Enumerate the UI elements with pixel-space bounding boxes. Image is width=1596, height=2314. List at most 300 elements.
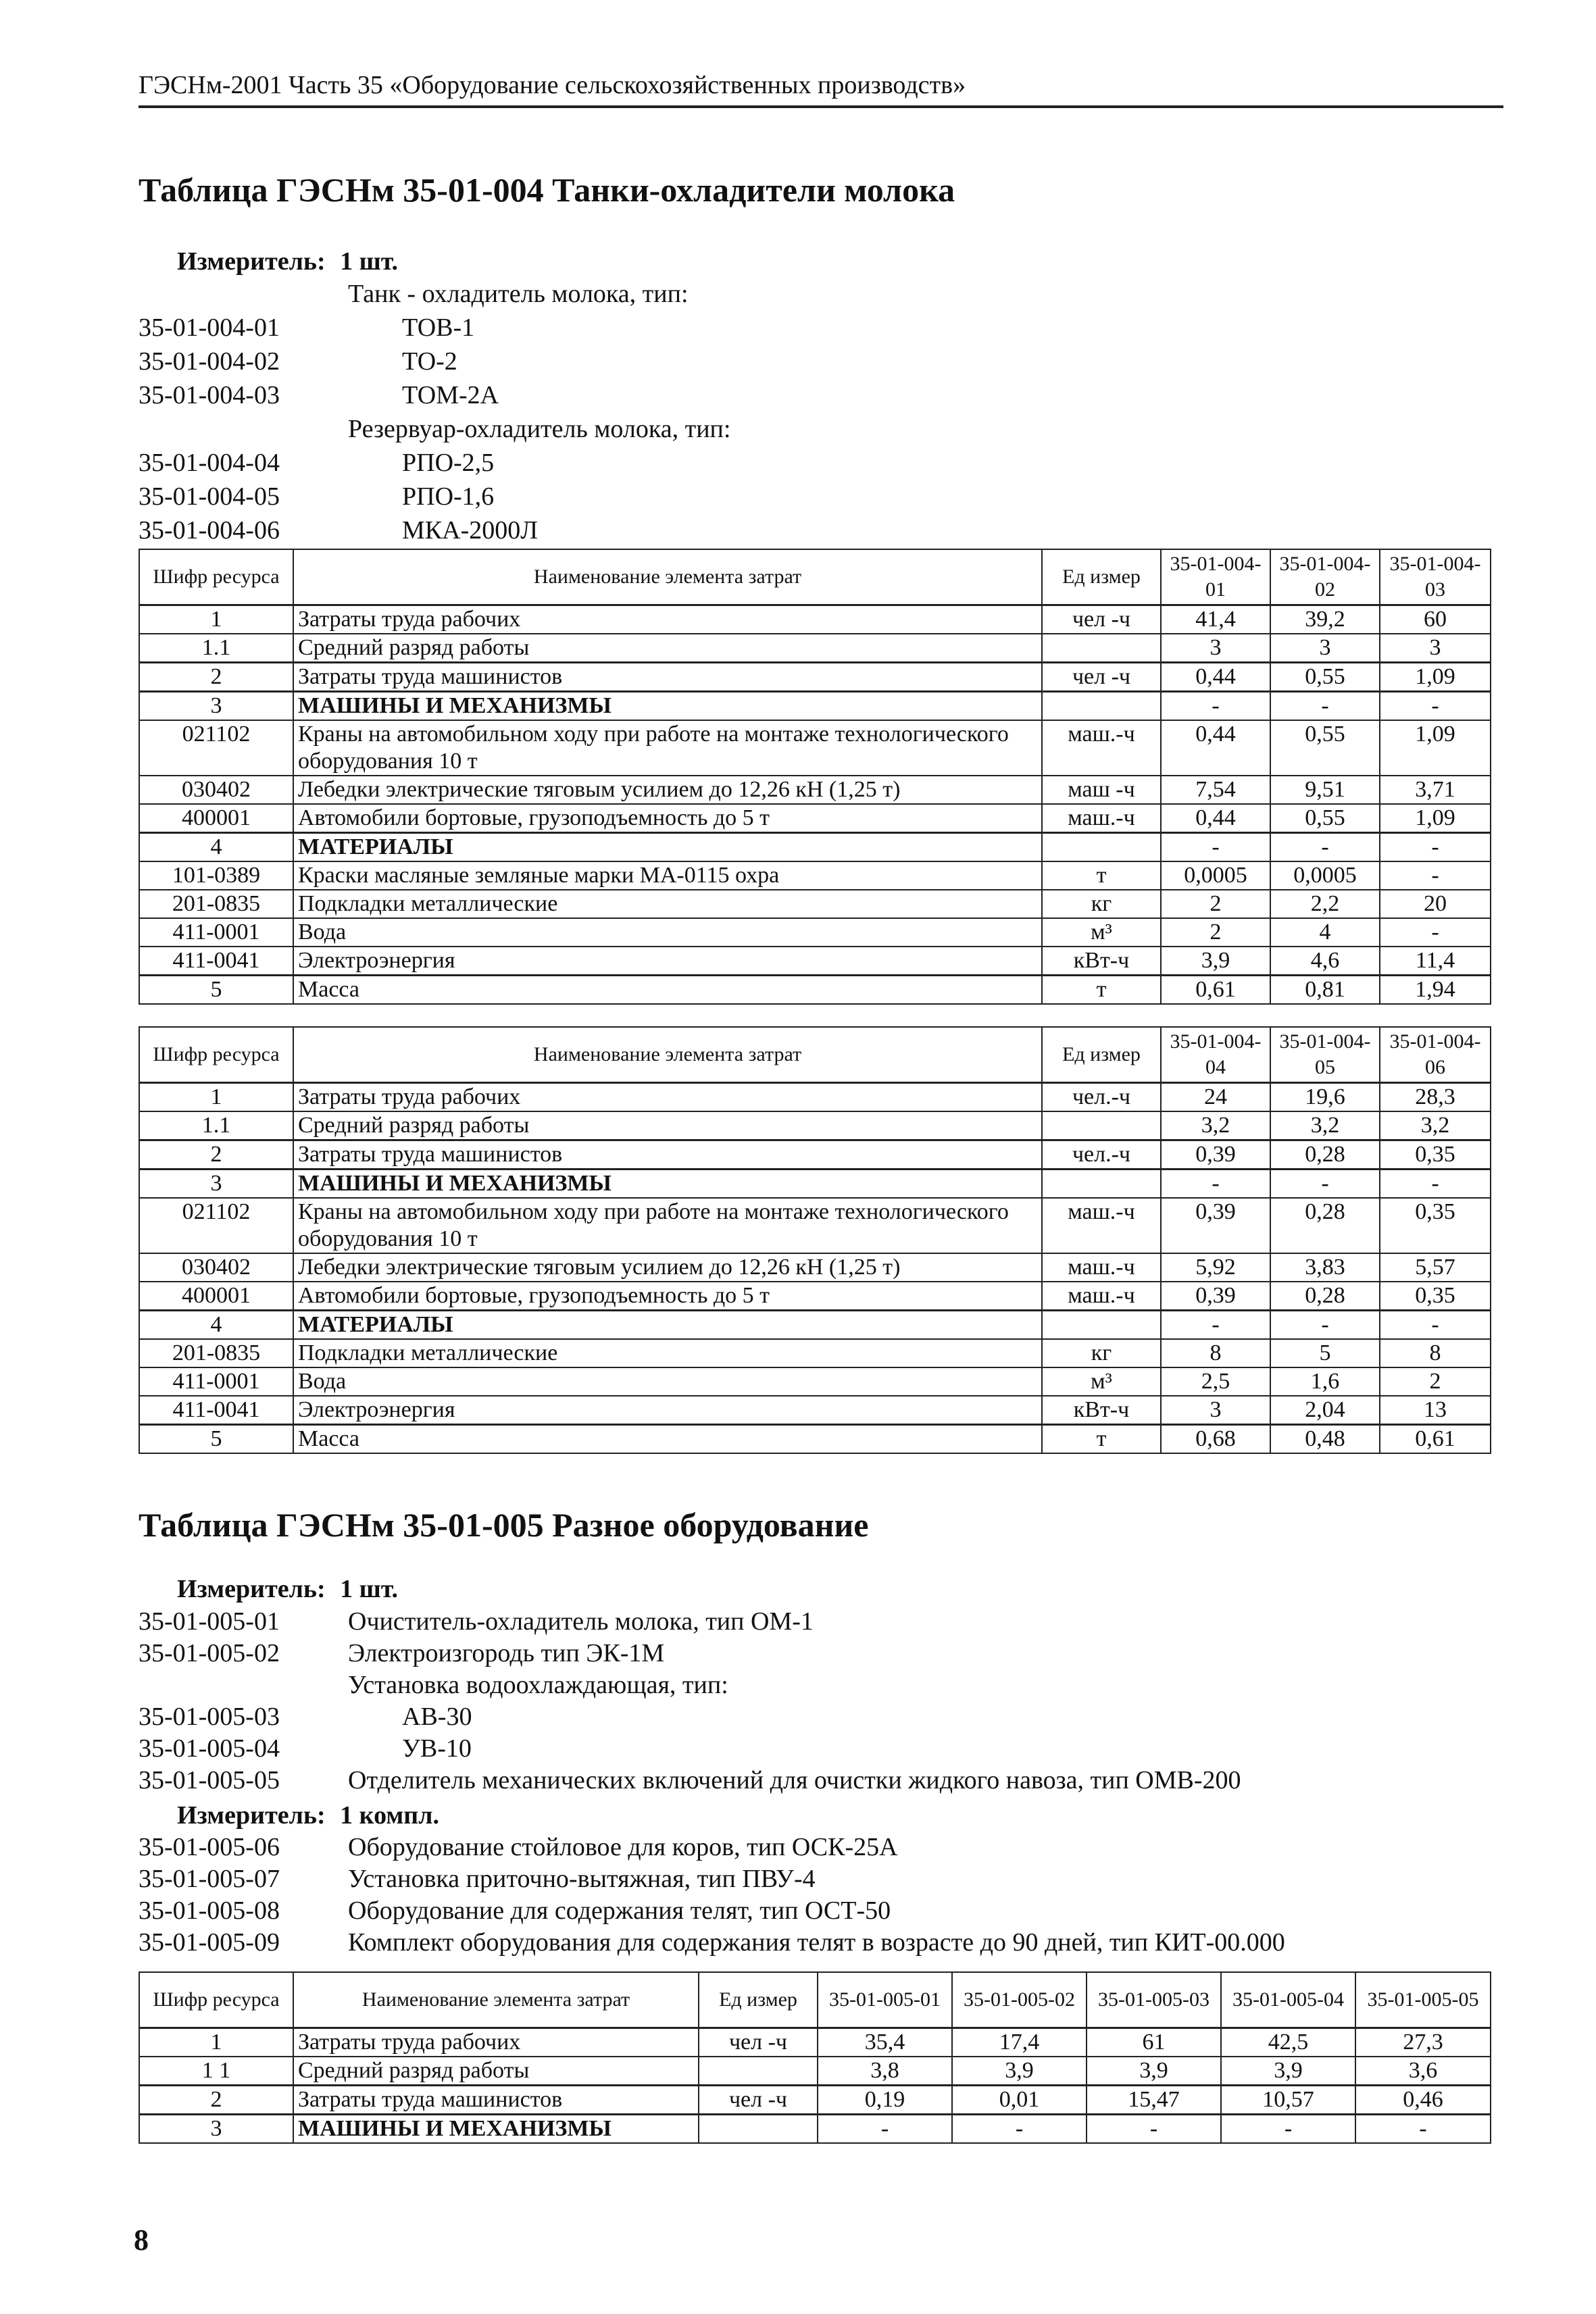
value-cell: 2 bbox=[1380, 1367, 1491, 1396]
item-line bbox=[139, 1702, 1490, 1734]
unit-label: Измеритель: bbox=[177, 1801, 326, 1830]
resource-code-cell: 2 bbox=[139, 2086, 293, 2115]
value-cell: 10,57 bbox=[1221, 2086, 1355, 2115]
value-cell: 0,28 bbox=[1270, 1282, 1380, 1311]
item-description: МКА-2000Л bbox=[402, 516, 539, 545]
cost-element-cell: Затраты труда рабочих bbox=[293, 2028, 699, 2057]
value-cell: 3,9 bbox=[1161, 947, 1270, 976]
value-cell: 39,2 bbox=[1270, 605, 1380, 634]
value-cell: 3,2 bbox=[1270, 1111, 1380, 1140]
item-line bbox=[139, 380, 1152, 414]
item-line bbox=[139, 347, 1152, 380]
table-row bbox=[139, 1282, 1491, 1311]
resource-code-cell: 2 bbox=[139, 1140, 293, 1169]
resource-code-cell: 411-0041 bbox=[139, 1396, 293, 1425]
value-cell: 0,39 bbox=[1161, 1198, 1270, 1253]
value-cell: 8 bbox=[1380, 1339, 1491, 1367]
item-line bbox=[139, 482, 1152, 515]
unit-cell: чел.-ч bbox=[1042, 1083, 1161, 1112]
item-code: 35-01-004-06 bbox=[139, 516, 280, 545]
resource-code-cell: 5 bbox=[139, 1425, 293, 1454]
item-line bbox=[139, 1765, 1490, 1797]
cost-element-cell: Автомобили бортовые, грузоподъемность до 5 т bbox=[293, 1282, 1042, 1311]
table-row bbox=[139, 1111, 1491, 1140]
value-cell: 0,0005 bbox=[1161, 861, 1270, 890]
resource-code-cell: 021102 bbox=[139, 1198, 293, 1253]
table-row bbox=[139, 634, 1491, 663]
unit-cell: маш.-ч bbox=[1042, 1282, 1161, 1311]
unit-cell: маш -ч bbox=[1042, 776, 1161, 804]
resource-code-cell: 3 bbox=[139, 692, 293, 721]
value-cell: 0,35 bbox=[1380, 1282, 1491, 1311]
value-cell: - bbox=[1161, 833, 1270, 862]
value-cell: - bbox=[1270, 692, 1380, 721]
header-rule bbox=[139, 105, 1503, 108]
value-cell: 0,55 bbox=[1270, 720, 1380, 776]
resource-code-cell: 1 bbox=[139, 2028, 293, 2057]
column-header: 35-01-004-02 bbox=[1270, 549, 1380, 605]
value-cell: 41,4 bbox=[1161, 605, 1270, 634]
running-header: ГЭСНм-2001 Часть 35 «Оборудование сельскохозяйственных производств» bbox=[139, 71, 966, 99]
value-cell: 2 bbox=[1161, 890, 1270, 918]
value-cell: - bbox=[1270, 833, 1380, 862]
value-cell: - bbox=[952, 2115, 1087, 2144]
table-row bbox=[139, 1425, 1491, 1454]
resource-code-cell: 030402 bbox=[139, 1253, 293, 1282]
item-code: 35-01-005-04 bbox=[139, 1734, 280, 1763]
cost-element-cell: МАШИНЫ И МЕХАНИЗМЫ bbox=[293, 692, 1042, 721]
unit-label: Измеритель: bbox=[177, 247, 326, 276]
value-cell: 0,48 bbox=[1270, 1425, 1380, 1454]
column-header: 35-01-004-05 bbox=[1270, 1027, 1380, 1083]
value-cell: - bbox=[1380, 833, 1491, 862]
value-cell: 9,51 bbox=[1270, 776, 1380, 804]
value-cell: - bbox=[1270, 1169, 1380, 1199]
unit-cell: чел -ч bbox=[1042, 663, 1161, 692]
cost-element-cell: Средний разряд работы bbox=[293, 2057, 699, 2086]
item-description: ТО-2 bbox=[402, 347, 457, 376]
value-cell: 1,94 bbox=[1380, 976, 1491, 1005]
value-cell: 3,71 bbox=[1380, 776, 1491, 804]
resource-code-cell: 4 bbox=[139, 833, 293, 862]
value-cell: 4,6 bbox=[1270, 947, 1380, 976]
unit-value: 1 компл. bbox=[340, 1801, 439, 1830]
resource-code-cell: 411-0001 bbox=[139, 1367, 293, 1396]
value-cell: 0,28 bbox=[1270, 1198, 1380, 1253]
cost-element-cell: Затраты труда машинистов bbox=[293, 1140, 1042, 1169]
table-header-row bbox=[139, 549, 1491, 605]
value-cell: 3,2 bbox=[1380, 1111, 1491, 1140]
unit-value: 1 шт. bbox=[340, 247, 399, 276]
unit-cell bbox=[699, 2115, 818, 2144]
item-code: 35-01-005-06 bbox=[139, 1833, 280, 1861]
item-code: 35-01-005-09 bbox=[139, 1928, 280, 1957]
item-description: АВ-30 bbox=[402, 1703, 472, 1731]
item-description: Резервуар-охладитель молока, тип: bbox=[348, 415, 731, 443]
value-cell: 60 bbox=[1380, 605, 1491, 634]
table-row bbox=[139, 1339, 1491, 1367]
unit-cell bbox=[1042, 634, 1161, 663]
table-row bbox=[139, 776, 1491, 804]
unit-label: Измеритель: bbox=[177, 1575, 326, 1603]
item-description: Очиститель-охладитель молока, тип ОМ-1 bbox=[348, 1607, 814, 1636]
value-cell: 15,47 bbox=[1087, 2086, 1221, 2115]
value-cell: 28,3 bbox=[1380, 1083, 1491, 1112]
value-cell: 3 bbox=[1270, 634, 1380, 663]
item-description: ТОМ-2А bbox=[402, 381, 499, 409]
value-cell: 0,68 bbox=[1161, 1425, 1270, 1454]
value-cell: - bbox=[1380, 1311, 1491, 1340]
value-cell: 35,4 bbox=[818, 2028, 952, 2057]
value-cell: 17,4 bbox=[952, 2028, 1087, 2057]
resource-code-cell: 411-0001 bbox=[139, 918, 293, 947]
cost-element-cell: Средний разряд работы bbox=[293, 634, 1042, 663]
resource-code-cell: 1 bbox=[139, 605, 293, 634]
value-cell: - bbox=[1161, 1311, 1270, 1340]
value-cell: 1,6 bbox=[1270, 1367, 1380, 1396]
unit-cell: м³ bbox=[1042, 1367, 1161, 1396]
item-code: 35-01-005-03 bbox=[139, 1703, 280, 1731]
value-cell: - bbox=[1380, 1169, 1491, 1199]
table-row bbox=[139, 890, 1491, 918]
value-cell: 3 bbox=[1161, 1396, 1270, 1425]
unit-cell: т bbox=[1042, 861, 1161, 890]
value-cell: 0,61 bbox=[1161, 976, 1270, 1005]
resource-code-cell: 201-0835 bbox=[139, 890, 293, 918]
cost-element-cell: Лебедки электрические тяговым усилием до 12,26 кН (1,25 т) bbox=[293, 776, 1042, 804]
item-code: 35-01-004-03 bbox=[139, 381, 280, 409]
resource-code-cell: 1.1 bbox=[139, 1111, 293, 1140]
value-cell: 8 bbox=[1161, 1339, 1270, 1367]
value-cell: 0,81 bbox=[1270, 976, 1380, 1005]
table-row bbox=[139, 2057, 1491, 2086]
cost-element-cell: Краны на автомобильном ходу при работе на монтаже технологического оборудования 10 т bbox=[293, 720, 1042, 776]
value-cell: 3,83 bbox=[1270, 1253, 1380, 1282]
resource-code-cell: 030402 bbox=[139, 776, 293, 804]
unit-cell: чел -ч bbox=[699, 2028, 818, 2057]
unit-cell bbox=[1042, 1169, 1161, 1199]
item-code: 35-01-004-02 bbox=[139, 347, 280, 376]
column-header: Наименование элемента затрат bbox=[293, 1027, 1042, 1083]
cost-element-cell: МАШИНЫ И МЕХАНИЗМЫ bbox=[293, 2115, 699, 2144]
value-cell: 24 bbox=[1161, 1083, 1270, 1112]
cost-element-cell: Автомобили бортовые, грузоподъемность до 5 т bbox=[293, 804, 1042, 833]
value-cell: 0,19 bbox=[818, 2086, 952, 2115]
value-cell: 3,9 bbox=[1221, 2057, 1355, 2086]
value-cell: - bbox=[818, 2115, 952, 2144]
value-cell: 20 bbox=[1380, 890, 1491, 918]
cost-element-cell: Подкладки металлические bbox=[293, 1339, 1042, 1367]
resource-table-005 bbox=[139, 1971, 1491, 2144]
item-description: ТОВ-1 bbox=[402, 313, 475, 342]
value-cell: 0,39 bbox=[1161, 1140, 1270, 1169]
cost-element-cell: Краски масляные земляные марки МА-0115 охра bbox=[293, 861, 1042, 890]
item-description: Установка водоохлаждающая, тип: bbox=[348, 1671, 728, 1699]
cost-element-cell: Масса bbox=[293, 976, 1042, 1005]
column-header: Шифр ресурса bbox=[139, 549, 293, 605]
unit-cell: м³ bbox=[1042, 918, 1161, 947]
unit-cell bbox=[1042, 1111, 1161, 1140]
value-cell: 2,04 bbox=[1270, 1396, 1380, 1425]
table-row bbox=[139, 720, 1491, 776]
unit-cell: маш.-ч bbox=[1042, 720, 1161, 776]
table-005-unit-1 bbox=[177, 1574, 398, 1604]
item-code: 35-01-005-01 bbox=[139, 1607, 280, 1636]
value-cell: 0,55 bbox=[1270, 663, 1380, 692]
item-line bbox=[139, 1607, 1490, 1638]
value-cell: 3,2 bbox=[1161, 1111, 1270, 1140]
unit-cell bbox=[699, 2057, 818, 2086]
value-cell: 5,57 bbox=[1380, 1253, 1491, 1282]
resource-code-cell: 4 bbox=[139, 1311, 293, 1340]
cost-element-cell: Затраты труда рабочих bbox=[293, 1083, 1042, 1112]
table-row bbox=[139, 2028, 1491, 2057]
column-header: 35-01-005-03 bbox=[1087, 1972, 1221, 2028]
cost-element-cell: Средний разряд работы bbox=[293, 1111, 1042, 1140]
column-header: Ед измер bbox=[1042, 1027, 1161, 1083]
resource-code-cell: 201-0835 bbox=[139, 1339, 293, 1367]
table-row bbox=[139, 947, 1491, 976]
value-cell: 2,2 bbox=[1270, 890, 1380, 918]
cost-element-cell: Электроэнергия bbox=[293, 1396, 1042, 1425]
table-header-row bbox=[139, 1027, 1491, 1083]
unit-cell: маш.-ч bbox=[1042, 1198, 1161, 1253]
column-header: Шифр ресурса bbox=[139, 1972, 293, 2028]
item-description: РПО-1,6 bbox=[402, 482, 495, 511]
value-cell: 0,35 bbox=[1380, 1140, 1491, 1169]
resource-code-cell: 1 1 bbox=[139, 2057, 293, 2086]
resource-code-cell: 400001 bbox=[139, 1282, 293, 1311]
unit-cell bbox=[1042, 692, 1161, 721]
table-row bbox=[139, 1396, 1491, 1425]
item-description: УВ-10 bbox=[402, 1734, 472, 1763]
column-header: Наименование элемента затрат bbox=[293, 549, 1042, 605]
unit-cell: чел -ч bbox=[699, 2086, 818, 2115]
unit-cell: маш.-ч bbox=[1042, 1253, 1161, 1282]
value-cell: - bbox=[1087, 2115, 1221, 2144]
value-cell: - bbox=[1270, 1311, 1380, 1340]
cost-element-cell: Вода bbox=[293, 918, 1042, 947]
value-cell: 4 bbox=[1270, 918, 1380, 947]
table-row bbox=[139, 663, 1491, 692]
value-cell: 0,44 bbox=[1161, 720, 1270, 776]
value-cell: 0,28 bbox=[1270, 1140, 1380, 1169]
table-header-row bbox=[139, 1972, 1491, 2028]
item-line bbox=[139, 448, 1152, 482]
cost-element-cell: МАТЕРИАЛЫ bbox=[293, 833, 1042, 862]
unit-cell: чел.-ч bbox=[1042, 1140, 1161, 1169]
value-cell: 27,3 bbox=[1355, 2028, 1491, 2057]
value-cell: 2 bbox=[1161, 918, 1270, 947]
table-row bbox=[139, 1367, 1491, 1396]
item-line bbox=[139, 313, 1152, 347]
resource-table-004-b bbox=[139, 1026, 1491, 1454]
resource-code-cell: 021102 bbox=[139, 720, 293, 776]
item-description: Установка приточно-вытяжная, тип ПВУ-4 bbox=[348, 1865, 816, 1893]
cost-element-cell: Затраты труда машинистов bbox=[293, 663, 1042, 692]
item-description: Электроизгородь тип ЭК-1М bbox=[348, 1639, 665, 1667]
column-header: 35-01-005-01 bbox=[818, 1972, 952, 2028]
item-code: 35-01-004-04 bbox=[139, 449, 280, 477]
column-header: 35-01-005-05 bbox=[1355, 1972, 1491, 2028]
value-cell: 1,09 bbox=[1380, 663, 1491, 692]
unit-cell: кг bbox=[1042, 890, 1161, 918]
table-row bbox=[139, 976, 1491, 1005]
resource-code-cell: 101-0389 bbox=[139, 861, 293, 890]
value-cell: 42,5 bbox=[1221, 2028, 1355, 2057]
value-cell: - bbox=[1161, 1169, 1270, 1199]
column-header: 35-01-004-04 bbox=[1161, 1027, 1270, 1083]
table-004-title: Таблица ГЭСНм 35-01-004 Танки-охладители молока bbox=[139, 171, 955, 209]
value-cell: - bbox=[1221, 2115, 1355, 2144]
item-code: 35-01-005-07 bbox=[139, 1865, 280, 1893]
value-cell: 3,9 bbox=[952, 2057, 1087, 2086]
table-row bbox=[139, 804, 1491, 833]
value-cell: 3,8 bbox=[818, 2057, 952, 2086]
item-line bbox=[139, 279, 1152, 313]
column-header: Шифр ресурса bbox=[139, 1027, 293, 1083]
value-cell: 0,46 bbox=[1355, 2086, 1491, 2115]
item-line bbox=[139, 1638, 1490, 1670]
resource-code-cell: 1 bbox=[139, 1083, 293, 1112]
value-cell: 13 bbox=[1380, 1396, 1491, 1425]
value-cell: 5 bbox=[1270, 1339, 1380, 1367]
table-row bbox=[139, 1253, 1491, 1282]
item-description: Отделитель механических включений для очистки жидкого навоза, тип ОМВ-200 bbox=[348, 1766, 1241, 1794]
table-row bbox=[139, 1169, 1491, 1199]
value-cell: 3 bbox=[1380, 634, 1491, 663]
value-cell: - bbox=[1355, 2115, 1491, 2144]
value-cell: 5,92 bbox=[1161, 1253, 1270, 1282]
value-cell: 3 bbox=[1161, 634, 1270, 663]
value-cell: 0,55 bbox=[1270, 804, 1380, 833]
item-line bbox=[139, 515, 1152, 549]
item-description: Комплект оборудования для содержания телят в возрасте до 90 дней, тип КИТ-00.000 bbox=[348, 1928, 1285, 1957]
item-line bbox=[139, 1896, 1490, 1928]
value-cell: 11,4 bbox=[1380, 947, 1491, 976]
resource-table-004-a bbox=[139, 549, 1491, 1005]
item-code: 35-01-005-05 bbox=[139, 1766, 280, 1794]
value-cell: 3,9 bbox=[1087, 2057, 1221, 2086]
unit-cell: т bbox=[1042, 976, 1161, 1005]
cost-element-cell: МАШИНЫ И МЕХАНИЗМЫ bbox=[293, 1169, 1042, 1199]
value-cell: 0,01 bbox=[952, 2086, 1087, 2115]
item-description: Оборудование для содержания телят, тип ОСТ-50 bbox=[348, 1896, 891, 1925]
table-005-title: Таблица ГЭСНм 35-01-005 Разное оборудование bbox=[139, 1506, 869, 1544]
value-cell: 1,09 bbox=[1380, 804, 1491, 833]
table-row bbox=[139, 2115, 1491, 2144]
cost-element-cell: Масса bbox=[293, 1425, 1042, 1454]
value-cell: - bbox=[1380, 861, 1491, 890]
column-header: 35-01-005-02 bbox=[952, 1972, 1087, 2028]
item-description: Оборудование стойловое для коров, тип ОСК-25А bbox=[348, 1833, 898, 1861]
table-row bbox=[139, 605, 1491, 634]
unit-cell bbox=[1042, 833, 1161, 862]
resource-code-cell: 3 bbox=[139, 2115, 293, 2144]
cost-element-cell: Вода bbox=[293, 1367, 1042, 1396]
unit-cell bbox=[1042, 1311, 1161, 1340]
table-row bbox=[139, 918, 1491, 947]
column-header: Ед измер bbox=[1042, 549, 1161, 605]
cost-element-cell: МАТЕРИАЛЫ bbox=[293, 1311, 1042, 1340]
value-cell: 0,44 bbox=[1161, 663, 1270, 692]
resource-code-cell: 3 bbox=[139, 1169, 293, 1199]
value-cell: 0,39 bbox=[1161, 1282, 1270, 1311]
value-cell: 0,0005 bbox=[1270, 861, 1380, 890]
item-description: Танк - охладитель молока, тип: bbox=[348, 280, 689, 308]
value-cell: 1,09 bbox=[1380, 720, 1491, 776]
unit-cell: кг bbox=[1042, 1339, 1161, 1367]
table-004-unit bbox=[177, 247, 398, 276]
resource-code-cell: 5 bbox=[139, 976, 293, 1005]
value-cell: 19,6 bbox=[1270, 1083, 1380, 1112]
item-line bbox=[139, 1864, 1490, 1896]
column-header: Ед измер bbox=[699, 1972, 818, 2028]
unit-value: 1 шт. bbox=[340, 1575, 399, 1603]
item-code: 35-01-004-01 bbox=[139, 313, 280, 342]
table-row bbox=[139, 1140, 1491, 1169]
item-line bbox=[139, 1928, 1490, 1959]
resource-code-cell: 400001 bbox=[139, 804, 293, 833]
table-row bbox=[139, 692, 1491, 721]
page-number: 8 bbox=[134, 2223, 149, 2257]
item-line bbox=[139, 1832, 1490, 1864]
item-code: 35-01-005-08 bbox=[139, 1896, 280, 1925]
value-cell: 3,6 bbox=[1355, 2057, 1491, 2086]
column-header: 35-01-004-03 bbox=[1380, 549, 1491, 605]
value-cell: - bbox=[1161, 692, 1270, 721]
value-cell: - bbox=[1380, 918, 1491, 947]
cost-element-cell: Краны на автомобильном ходу при работе на монтаже технологического оборудования 10 т bbox=[293, 1198, 1042, 1253]
item-code: 35-01-004-05 bbox=[139, 482, 280, 511]
cost-element-cell: Затраты труда рабочих bbox=[293, 605, 1042, 634]
unit-cell: кВт-ч bbox=[1042, 947, 1161, 976]
item-code: 35-01-005-02 bbox=[139, 1639, 280, 1667]
value-cell: 0,61 bbox=[1380, 1425, 1491, 1454]
column-header: 35-01-004-01 bbox=[1161, 549, 1270, 605]
value-cell: 61 bbox=[1087, 2028, 1221, 2057]
table-row bbox=[139, 1311, 1491, 1340]
table-005-unit-2 bbox=[177, 1801, 439, 1830]
item-line bbox=[139, 1734, 1490, 1765]
unit-cell: т bbox=[1042, 1425, 1161, 1454]
table-row bbox=[139, 1083, 1491, 1112]
column-header: 35-01-005-04 bbox=[1221, 1972, 1355, 2028]
column-header: 35-01-004-06 bbox=[1380, 1027, 1491, 1083]
cost-element-cell: Затраты труда машинистов bbox=[293, 2086, 699, 2115]
item-description: РПО-2,5 bbox=[402, 449, 495, 477]
unit-cell: маш.-ч bbox=[1042, 804, 1161, 833]
unit-cell: чел -ч bbox=[1042, 605, 1161, 634]
column-header: Наименование элемента затрат bbox=[293, 1972, 699, 2028]
cost-element-cell: Электроэнергия bbox=[293, 947, 1042, 976]
table-row bbox=[139, 1198, 1491, 1253]
value-cell: 0,35 bbox=[1380, 1198, 1491, 1253]
resource-code-cell: 2 bbox=[139, 663, 293, 692]
unit-cell: кВт-ч bbox=[1042, 1396, 1161, 1425]
value-cell: 0,44 bbox=[1161, 804, 1270, 833]
item-line bbox=[139, 1670, 1490, 1702]
table-row bbox=[139, 861, 1491, 890]
item-line bbox=[139, 414, 1152, 448]
cost-element-cell: Лебедки электрические тяговым усилием до 12,26 кН (1,25 т) bbox=[293, 1253, 1042, 1282]
resource-code-cell: 1.1 bbox=[139, 634, 293, 663]
table-row bbox=[139, 2086, 1491, 2115]
value-cell: - bbox=[1380, 692, 1491, 721]
cost-element-cell: Подкладки металлические bbox=[293, 890, 1042, 918]
value-cell: 2,5 bbox=[1161, 1367, 1270, 1396]
value-cell: 7,54 bbox=[1161, 776, 1270, 804]
